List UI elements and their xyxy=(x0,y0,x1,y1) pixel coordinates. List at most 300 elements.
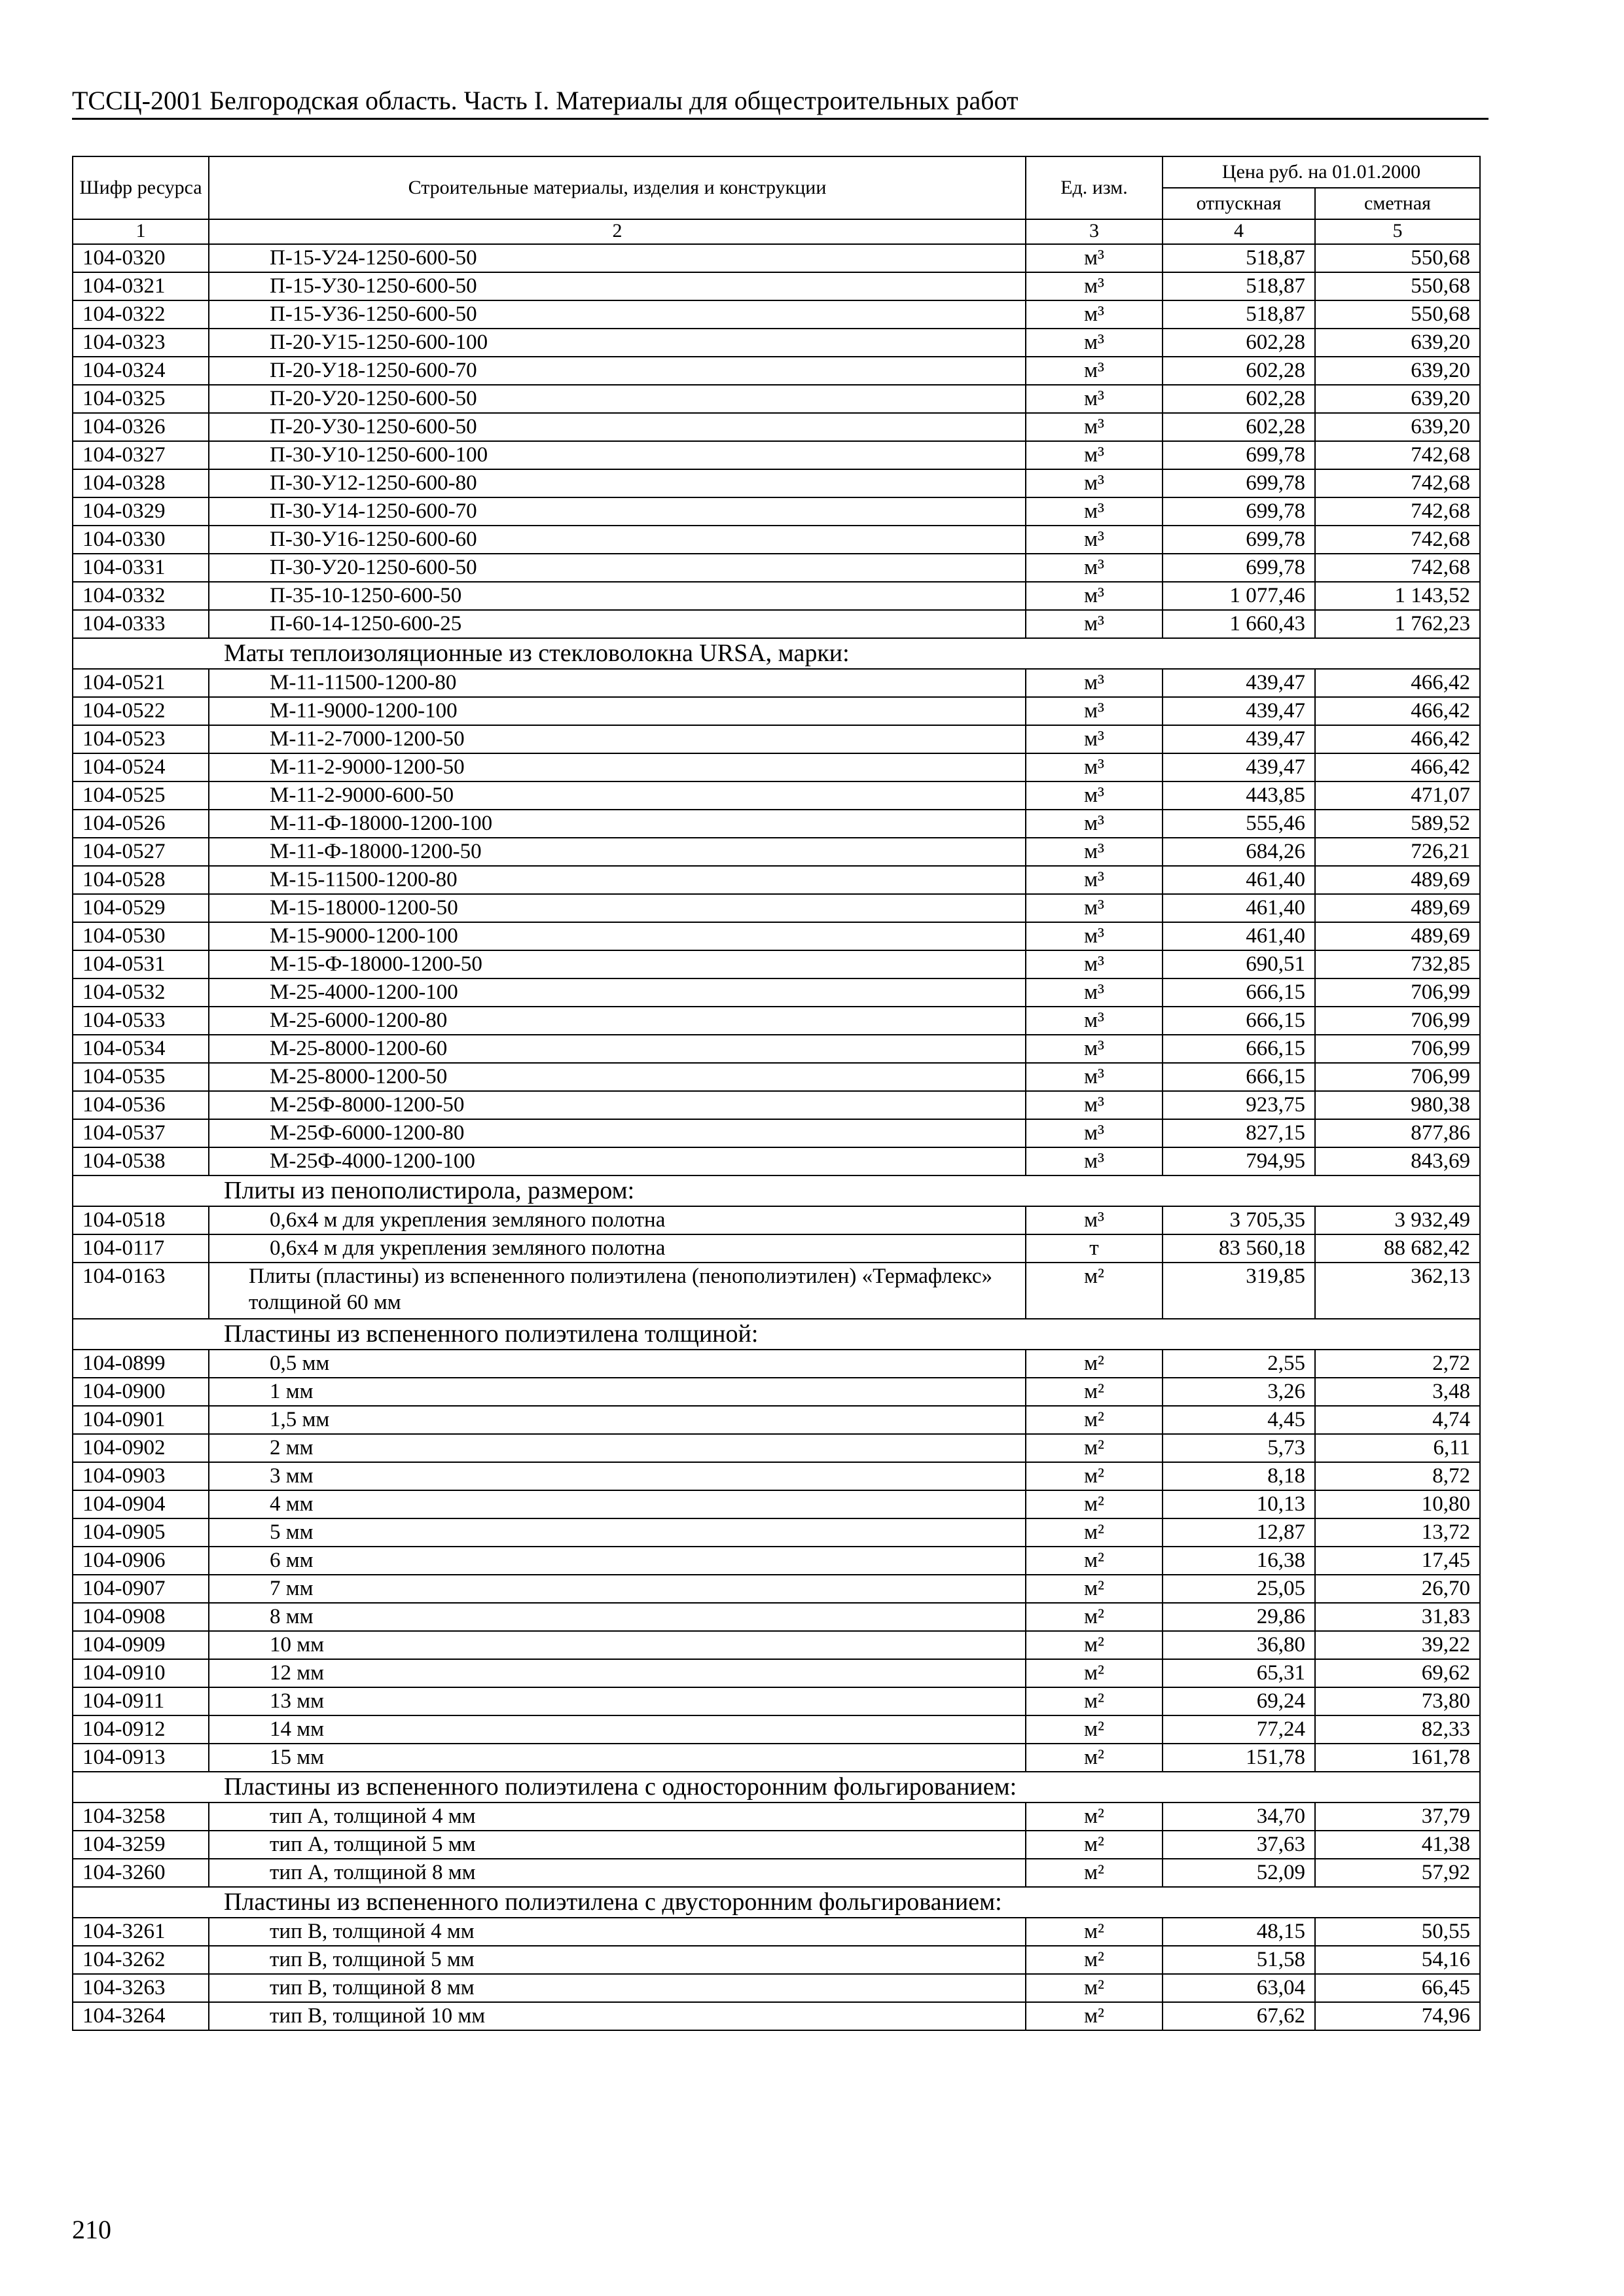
estimate-price: 589,52 xyxy=(1315,810,1480,838)
resource-code: 104-0521 xyxy=(73,669,209,697)
material-name: М-11-2-7000-1200-50 xyxy=(209,725,1026,753)
estimate-price: 57,92 xyxy=(1315,1859,1480,1887)
material-name: М-25Ф-6000-1200-80 xyxy=(209,1119,1026,1147)
resource-code: 104-3261 xyxy=(73,1918,209,1946)
unit-of-measure: м³ xyxy=(1026,725,1163,753)
release-price: 439,47 xyxy=(1163,753,1315,781)
release-price: 699,78 xyxy=(1163,441,1315,469)
table-row xyxy=(73,272,1480,300)
material-name: П-30-У14-1250-600-70 xyxy=(209,497,1026,526)
table-row xyxy=(73,697,1480,725)
material-name: П-20-У15-1250-600-100 xyxy=(209,329,1026,357)
unit-of-measure: м³ xyxy=(1026,1147,1163,1175)
section-heading: Плиты из пенополистирола, размером: xyxy=(73,1175,1480,1206)
material-name: П-60-14-1250-600-25 xyxy=(209,610,1026,638)
table-row xyxy=(73,413,1480,441)
estimate-price: 73,80 xyxy=(1315,1687,1480,1715)
unit-of-measure: м² xyxy=(1026,1631,1163,1659)
resource-code: 104-0522 xyxy=(73,697,209,725)
table-row xyxy=(73,441,1480,469)
unit-of-measure: м³ xyxy=(1026,610,1163,638)
release-price: 518,87 xyxy=(1163,244,1315,272)
estimate-price: 639,20 xyxy=(1315,385,1480,413)
header-release-price: отпускная xyxy=(1163,188,1315,219)
unit-of-measure: м³ xyxy=(1026,697,1163,725)
unit-of-measure: м³ xyxy=(1026,497,1163,526)
release-price: 602,28 xyxy=(1163,357,1315,385)
resource-code: 104-0322 xyxy=(73,300,209,329)
resource-code: 104-0525 xyxy=(73,781,209,810)
estimate-price: 10,80 xyxy=(1315,1490,1480,1518)
release-price: 69,24 xyxy=(1163,1687,1315,1715)
unit-of-measure: м³ xyxy=(1026,1007,1163,1035)
release-price: 16,38 xyxy=(1163,1547,1315,1575)
resource-code: 104-0329 xyxy=(73,497,209,526)
material-name: М-25Ф-8000-1200-50 xyxy=(209,1091,1026,1119)
release-price: 51,58 xyxy=(1163,1946,1315,1974)
resource-code: 104-0902 xyxy=(73,1434,209,1462)
unit-of-measure: м³ xyxy=(1026,1063,1163,1091)
release-price: 699,78 xyxy=(1163,526,1315,554)
table-row xyxy=(73,329,1480,357)
estimate-price: 2,72 xyxy=(1315,1350,1480,1378)
unit-of-measure: м³ xyxy=(1026,810,1163,838)
resource-code: 104-0326 xyxy=(73,413,209,441)
unit-of-measure: м³ xyxy=(1026,753,1163,781)
resource-code: 104-0323 xyxy=(73,329,209,357)
material-name: 5 мм xyxy=(209,1518,1026,1547)
column-number: 3 xyxy=(1026,219,1163,244)
estimate-price: 362,13 xyxy=(1315,1263,1480,1319)
table-row xyxy=(73,1859,1480,1887)
estimate-price: 742,68 xyxy=(1315,554,1480,582)
unit-of-measure: м³ xyxy=(1026,1091,1163,1119)
resource-code: 104-3264 xyxy=(73,2002,209,2030)
unit-of-measure: м³ xyxy=(1026,1119,1163,1147)
estimate-price: 877,86 xyxy=(1315,1119,1480,1147)
estimate-price: 489,69 xyxy=(1315,922,1480,950)
resource-code: 104-0531 xyxy=(73,950,209,978)
resource-code: 104-0907 xyxy=(73,1575,209,1603)
release-price: 461,40 xyxy=(1163,922,1315,950)
material-name: тип В, толщиной 4 мм xyxy=(209,1918,1026,1946)
material-name: П-15-У30-1250-600-50 xyxy=(209,272,1026,300)
section-heading: Пластины из вспененного полиэтилена с односторонним фольгированием: xyxy=(73,1772,1480,1803)
unit-of-measure: м³ xyxy=(1026,978,1163,1007)
estimate-price: 550,68 xyxy=(1315,300,1480,329)
release-price: 10,13 xyxy=(1163,1490,1315,1518)
table-row xyxy=(73,1715,1480,1744)
unit-of-measure: м² xyxy=(1026,1603,1163,1631)
estimate-price: 466,42 xyxy=(1315,697,1480,725)
table-row xyxy=(73,244,1480,272)
release-price: 8,18 xyxy=(1163,1462,1315,1490)
unit-of-measure: м³ xyxy=(1026,244,1163,272)
material-name: П-30-У10-1250-600-100 xyxy=(209,441,1026,469)
release-price: 666,15 xyxy=(1163,1007,1315,1035)
table-row xyxy=(73,1687,1480,1715)
release-price: 684,26 xyxy=(1163,838,1315,866)
estimate-price: 161,78 xyxy=(1315,1744,1480,1772)
resource-code: 104-3258 xyxy=(73,1803,209,1831)
release-price: 439,47 xyxy=(1163,669,1315,697)
table-row xyxy=(73,1147,1480,1175)
release-price: 602,28 xyxy=(1163,329,1315,357)
table-row xyxy=(73,1490,1480,1518)
release-price: 12,87 xyxy=(1163,1518,1315,1547)
table-row xyxy=(73,1575,1480,1603)
material-name: М-11-2-9000-600-50 xyxy=(209,781,1026,810)
release-price: 666,15 xyxy=(1163,1063,1315,1091)
resource-code: 104-0325 xyxy=(73,385,209,413)
unit-of-measure: м³ xyxy=(1026,526,1163,554)
estimate-price: 639,20 xyxy=(1315,357,1480,385)
table-row xyxy=(73,385,1480,413)
estimate-price: 69,62 xyxy=(1315,1659,1480,1687)
release-price: 923,75 xyxy=(1163,1091,1315,1119)
resource-code: 104-0538 xyxy=(73,1147,209,1175)
page-header-title: ТССЦ-2001 Белгородская область. Часть I. Материалы для общестроительных работ xyxy=(72,86,1019,115)
material-name: М-25-6000-1200-80 xyxy=(209,1007,1026,1035)
resource-code: 104-0908 xyxy=(73,1603,209,1631)
unit-of-measure: м³ xyxy=(1026,272,1163,300)
material-name: 2 мм xyxy=(209,1434,1026,1462)
estimate-price: 550,68 xyxy=(1315,244,1480,272)
release-price: 699,78 xyxy=(1163,497,1315,526)
resource-code: 104-0903 xyxy=(73,1462,209,1490)
material-name: П-35-10-1250-600-50 xyxy=(209,582,1026,610)
column-number: 2 xyxy=(209,219,1026,244)
release-price: 3,26 xyxy=(1163,1378,1315,1406)
section-heading: Пластины из вспененного полиэтилена толщиной: xyxy=(73,1319,1480,1350)
resource-code: 104-0906 xyxy=(73,1547,209,1575)
unit-of-measure: м² xyxy=(1026,2002,1163,2030)
table-row xyxy=(73,1462,1480,1490)
unit-of-measure: м² xyxy=(1026,1575,1163,1603)
unit-of-measure: м³ xyxy=(1026,669,1163,697)
table-row xyxy=(73,1378,1480,1406)
table-row xyxy=(73,1234,1480,1263)
release-price: 518,87 xyxy=(1163,272,1315,300)
unit-of-measure: м³ xyxy=(1026,1035,1163,1063)
estimate-price: 489,69 xyxy=(1315,894,1480,922)
unit-of-measure: м³ xyxy=(1026,894,1163,922)
estimate-price: 26,70 xyxy=(1315,1575,1480,1603)
material-name: П-20-У30-1250-600-50 xyxy=(209,413,1026,441)
table-row xyxy=(73,978,1480,1007)
unit-of-measure: м³ xyxy=(1026,441,1163,469)
table-row xyxy=(73,838,1480,866)
header-unit: Ед. изм. xyxy=(1026,156,1163,219)
resource-code: 104-0911 xyxy=(73,1687,209,1715)
table-row xyxy=(73,1119,1480,1147)
estimate-price: 706,99 xyxy=(1315,1007,1480,1035)
material-name: М-11-Ф-18000-1200-100 xyxy=(209,810,1026,838)
material-name: тип В, толщиной 5 мм xyxy=(209,1946,1026,1974)
release-price: 699,78 xyxy=(1163,554,1315,582)
resource-code: 104-0527 xyxy=(73,838,209,866)
table-row xyxy=(73,469,1480,497)
section-heading-row xyxy=(73,1319,1480,1350)
table-row xyxy=(73,781,1480,810)
estimate-price: 471,07 xyxy=(1315,781,1480,810)
unit-of-measure: м² xyxy=(1026,1406,1163,1434)
table-row xyxy=(73,1659,1480,1687)
material-name: М-25Ф-4000-1200-100 xyxy=(209,1147,1026,1175)
section-heading-row xyxy=(73,1772,1480,1803)
unit-of-measure: м² xyxy=(1026,1378,1163,1406)
release-price: 65,31 xyxy=(1163,1659,1315,1687)
table-row xyxy=(73,894,1480,922)
resource-code: 104-0332 xyxy=(73,582,209,610)
column-number: 4 xyxy=(1163,219,1315,244)
resource-code: 104-0909 xyxy=(73,1631,209,1659)
resource-code: 104-0535 xyxy=(73,1063,209,1091)
unit-of-measure: м² xyxy=(1026,1687,1163,1715)
release-price: 34,70 xyxy=(1163,1803,1315,1831)
table-row xyxy=(73,866,1480,894)
material-name: П-15-У24-1250-600-50 xyxy=(209,244,1026,272)
resource-code: 104-0532 xyxy=(73,978,209,1007)
material-name: М-25-8000-1200-60 xyxy=(209,1035,1026,1063)
estimate-price: 742,68 xyxy=(1315,441,1480,469)
resource-code: 104-0324 xyxy=(73,357,209,385)
estimate-price: 726,21 xyxy=(1315,838,1480,866)
column-number: 5 xyxy=(1315,219,1480,244)
release-price: 666,15 xyxy=(1163,1035,1315,1063)
material-name: тип А, толщиной 8 мм xyxy=(209,1859,1026,1887)
material-name: 12 мм xyxy=(209,1659,1026,1687)
estimate-price: 66,45 xyxy=(1315,1974,1480,2002)
unit-of-measure: м³ xyxy=(1026,413,1163,441)
column-number: 1 xyxy=(73,219,209,244)
material-name: 4 мм xyxy=(209,1490,1026,1518)
table-row xyxy=(73,950,1480,978)
section-heading: Пластины из вспененного полиэтилена с двусторонним фольгированием: xyxy=(73,1887,1480,1918)
release-price: 439,47 xyxy=(1163,697,1315,725)
release-price: 699,78 xyxy=(1163,469,1315,497)
release-price: 151,78 xyxy=(1163,1744,1315,1772)
material-name: 13 мм xyxy=(209,1687,1026,1715)
unit-of-measure: м² xyxy=(1026,1974,1163,2002)
release-price: 439,47 xyxy=(1163,725,1315,753)
section-heading-row xyxy=(73,1175,1480,1206)
release-price: 2,55 xyxy=(1163,1350,1315,1378)
resource-code: 104-0901 xyxy=(73,1406,209,1434)
table-body xyxy=(73,244,1480,2030)
estimate-price: 466,42 xyxy=(1315,669,1480,697)
material-name: Плиты (пластины) из вспененного полиэтилена (пенополиэтилен) «Термафлекс» толщиной 60 мм xyxy=(209,1263,1026,1319)
section-heading: Маты теплоизоляционные из стекловолокна URSA, марки: xyxy=(73,638,1480,669)
resource-code: 104-0899 xyxy=(73,1350,209,1378)
estimate-price: 742,68 xyxy=(1315,497,1480,526)
table-row xyxy=(73,1744,1480,1772)
estimate-price: 742,68 xyxy=(1315,526,1480,554)
estimate-price: 742,68 xyxy=(1315,469,1480,497)
estimate-price: 74,96 xyxy=(1315,2002,1480,2030)
unit-of-measure: м² xyxy=(1026,1859,1163,1887)
unit-of-measure: м³ xyxy=(1026,385,1163,413)
page-number: 210 xyxy=(72,2215,111,2244)
unit-of-measure: м³ xyxy=(1026,866,1163,894)
resource-code: 104-0117 xyxy=(73,1234,209,1263)
table-row xyxy=(73,1007,1480,1035)
resource-code: 104-0533 xyxy=(73,1007,209,1035)
table-row xyxy=(73,610,1480,638)
unit-of-measure: м³ xyxy=(1026,329,1163,357)
unit-of-measure: м² xyxy=(1026,1803,1163,1831)
material-name: 8 мм xyxy=(209,1603,1026,1631)
unit-of-measure: м² xyxy=(1026,1350,1163,1378)
table-row xyxy=(73,1206,1480,1234)
table-row xyxy=(73,2002,1480,2030)
table-row xyxy=(73,725,1480,753)
material-name: 7 мм xyxy=(209,1575,1026,1603)
unit-of-measure: м² xyxy=(1026,1434,1163,1462)
estimate-price: 1 143,52 xyxy=(1315,582,1480,610)
release-price: 1 660,43 xyxy=(1163,610,1315,638)
resource-code: 104-0913 xyxy=(73,1744,209,1772)
release-price: 443,85 xyxy=(1163,781,1315,810)
resource-code: 104-0320 xyxy=(73,244,209,272)
unit-of-measure: м² xyxy=(1026,1547,1163,1575)
unit-of-measure: т xyxy=(1026,1234,1163,1263)
table-row xyxy=(73,669,1480,697)
release-price: 1 077,46 xyxy=(1163,582,1315,610)
release-price: 29,86 xyxy=(1163,1603,1315,1631)
table-row xyxy=(73,753,1480,781)
estimate-price: 466,42 xyxy=(1315,725,1480,753)
release-price: 827,15 xyxy=(1163,1119,1315,1147)
unit-of-measure: м² xyxy=(1026,1659,1163,1687)
unit-of-measure: м² xyxy=(1026,1263,1163,1319)
section-heading-row xyxy=(73,638,1480,669)
resource-code: 104-0537 xyxy=(73,1119,209,1147)
release-price: 666,15 xyxy=(1163,978,1315,1007)
release-price: 602,28 xyxy=(1163,385,1315,413)
unit-of-measure: м² xyxy=(1026,1918,1163,1946)
estimate-price: 843,69 xyxy=(1315,1147,1480,1175)
unit-of-measure: м³ xyxy=(1026,950,1163,978)
table-row xyxy=(73,1350,1480,1378)
unit-of-measure: м² xyxy=(1026,1744,1163,1772)
estimate-price: 54,16 xyxy=(1315,1946,1480,1974)
material-name: 15 мм xyxy=(209,1744,1026,1772)
resource-code: 104-0523 xyxy=(73,725,209,753)
release-price: 518,87 xyxy=(1163,300,1315,329)
resource-code: 104-0534 xyxy=(73,1035,209,1063)
estimate-price: 31,83 xyxy=(1315,1603,1480,1631)
resource-code: 104-0330 xyxy=(73,526,209,554)
material-name: М-11-11500-1200-80 xyxy=(209,669,1026,697)
material-name: 3 мм xyxy=(209,1462,1026,1490)
material-name: 1 мм xyxy=(209,1378,1026,1406)
resource-code: 104-0529 xyxy=(73,894,209,922)
table-row xyxy=(73,1974,1480,2002)
estimate-price: 1 762,23 xyxy=(1315,610,1480,638)
material-name: 6 мм xyxy=(209,1547,1026,1575)
estimate-price: 37,79 xyxy=(1315,1803,1480,1831)
material-name: М-15-Ф-18000-1200-50 xyxy=(209,950,1026,978)
table-row xyxy=(73,1518,1480,1547)
release-price: 83 560,18 xyxy=(1163,1234,1315,1263)
release-price: 5,73 xyxy=(1163,1434,1315,1462)
table-row xyxy=(73,1547,1480,1575)
resource-code: 104-0331 xyxy=(73,554,209,582)
estimate-price: 706,99 xyxy=(1315,1063,1480,1091)
material-name: М-15-11500-1200-80 xyxy=(209,866,1026,894)
release-price: 25,05 xyxy=(1163,1575,1315,1603)
unit-of-measure: м³ xyxy=(1026,357,1163,385)
resource-code: 104-0321 xyxy=(73,272,209,300)
estimate-price: 41,38 xyxy=(1315,1831,1480,1859)
release-price: 48,15 xyxy=(1163,1918,1315,1946)
release-price: 77,24 xyxy=(1163,1715,1315,1744)
resource-code: 104-0530 xyxy=(73,922,209,950)
unit-of-measure: м³ xyxy=(1026,781,1163,810)
release-price: 67,62 xyxy=(1163,2002,1315,2030)
estimate-price: 88 682,42 xyxy=(1315,1234,1480,1263)
estimate-price: 4,74 xyxy=(1315,1406,1480,1434)
table-row xyxy=(73,357,1480,385)
material-name: 14 мм xyxy=(209,1715,1026,1744)
release-price: 37,63 xyxy=(1163,1831,1315,1859)
estimate-price: 466,42 xyxy=(1315,753,1480,781)
material-name: М-25-4000-1200-100 xyxy=(209,978,1026,1007)
resource-code: 104-0526 xyxy=(73,810,209,838)
unit-of-measure: м³ xyxy=(1026,300,1163,329)
material-name: П-15-У36-1250-600-50 xyxy=(209,300,1026,329)
table-row xyxy=(73,300,1480,329)
table-row xyxy=(73,1946,1480,1974)
table-row xyxy=(73,1918,1480,1946)
estimate-price: 706,99 xyxy=(1315,1035,1480,1063)
material-name: 0,6х4 м для укрепления земляного полотна xyxy=(209,1206,1026,1234)
estimate-price: 550,68 xyxy=(1315,272,1480,300)
resource-code: 104-3263 xyxy=(73,1974,209,2002)
table-row xyxy=(73,526,1480,554)
resource-code: 104-0518 xyxy=(73,1206,209,1234)
unit-of-measure: м³ xyxy=(1026,1206,1163,1234)
resource-code: 104-0904 xyxy=(73,1490,209,1518)
material-name: тип В, толщиной 10 мм xyxy=(209,2002,1026,2030)
header-price-group: Цена руб. на 01.01.2000 xyxy=(1163,156,1480,188)
material-name: М-11-9000-1200-100 xyxy=(209,697,1026,725)
estimate-price: 82,33 xyxy=(1315,1715,1480,1744)
material-name: 1,5 мм xyxy=(209,1406,1026,1434)
material-name: П-20-У20-1250-600-50 xyxy=(209,385,1026,413)
header-name: Строительные материалы, изделия и конструкции xyxy=(209,156,1026,219)
resource-code: 104-0524 xyxy=(73,753,209,781)
unit-of-measure: м³ xyxy=(1026,838,1163,866)
estimate-price: 3,48 xyxy=(1315,1378,1480,1406)
material-name: тип А, толщиной 5 мм xyxy=(209,1831,1026,1859)
release-price: 36,80 xyxy=(1163,1631,1315,1659)
unit-of-measure: м³ xyxy=(1026,922,1163,950)
unit-of-measure: м² xyxy=(1026,1946,1163,1974)
material-name: М-25-8000-1200-50 xyxy=(209,1063,1026,1091)
unit-of-measure: м² xyxy=(1026,1715,1163,1744)
release-price: 461,40 xyxy=(1163,894,1315,922)
table-row xyxy=(73,922,1480,950)
estimate-price: 17,45 xyxy=(1315,1547,1480,1575)
header-estimate-price: сметная xyxy=(1315,188,1480,219)
estimate-price: 489,69 xyxy=(1315,866,1480,894)
table-row xyxy=(73,1631,1480,1659)
unit-of-measure: м³ xyxy=(1026,582,1163,610)
resource-code: 104-0912 xyxy=(73,1715,209,1744)
resource-code: 104-0905 xyxy=(73,1518,209,1547)
